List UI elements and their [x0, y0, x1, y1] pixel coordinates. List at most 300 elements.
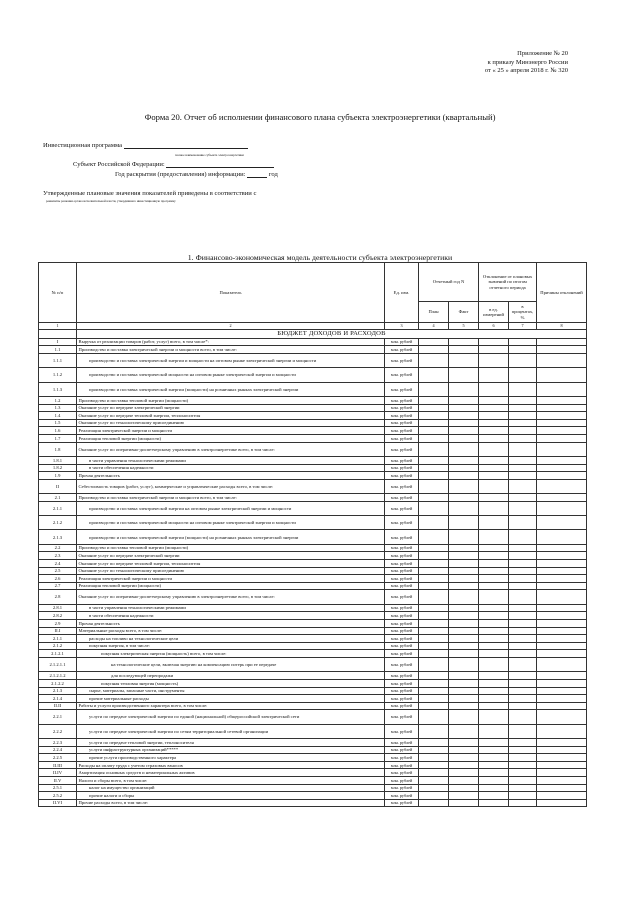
plan-cell[interactable] [419, 710, 449, 724]
pct-deviation-cell[interactable] [509, 687, 537, 695]
plan-cell[interactable] [419, 777, 449, 785]
plan-cell[interactable] [419, 479, 449, 493]
fact-cell[interactable] [449, 382, 479, 396]
row-indicator: прочие услуги производственного характера [77, 754, 385, 762]
pct-deviation-cell[interactable] [509, 516, 537, 530]
row-unit: млн. рублей [385, 769, 419, 777]
fact-cell[interactable] [449, 619, 479, 627]
row-indicator: покупная тепловая энергия (мощность) [77, 679, 385, 687]
abs-deviation-cell[interactable] [479, 754, 509, 762]
notes-cell[interactable] [537, 353, 587, 367]
notes-cell[interactable] [537, 710, 587, 724]
row-number: 2.1.1 [39, 635, 77, 643]
abs-deviation-cell[interactable] [479, 761, 509, 769]
plan-cell[interactable] [419, 627, 449, 635]
notes-cell[interactable] [537, 368, 587, 382]
fact-cell[interactable] [449, 604, 479, 612]
plan-cell[interactable] [419, 427, 449, 435]
abs-deviation-cell[interactable] [479, 710, 509, 724]
fact-cell[interactable] [449, 472, 479, 480]
plan-cell[interactable] [419, 679, 449, 687]
plan-cell[interactable] [419, 442, 449, 456]
abs-deviation-cell[interactable] [479, 590, 509, 604]
notes-cell[interactable] [537, 412, 587, 420]
pct-deviation-cell[interactable] [509, 552, 537, 560]
pct-deviation-cell[interactable] [509, 754, 537, 762]
pct-deviation-cell[interactable] [509, 650, 537, 658]
pct-deviation-cell[interactable] [509, 746, 537, 754]
fact-cell[interactable] [449, 552, 479, 560]
notes-cell[interactable] [537, 338, 587, 346]
notes-cell[interactable] [537, 575, 587, 583]
notes-cell[interactable] [537, 479, 587, 493]
plan-cell[interactable] [419, 657, 449, 671]
notes-cell[interactable] [537, 456, 587, 464]
plan-cell[interactable] [419, 687, 449, 695]
pct-deviation-cell[interactable] [509, 456, 537, 464]
pct-deviation-cell[interactable] [509, 582, 537, 590]
abs-deviation-cell[interactable] [479, 687, 509, 695]
notes-cell[interactable] [537, 635, 587, 643]
notes-cell[interactable] [537, 627, 587, 635]
abs-deviation-cell[interactable] [479, 619, 509, 627]
plan-cell[interactable] [419, 619, 449, 627]
pct-deviation-cell[interactable] [509, 419, 537, 427]
fact-cell[interactable] [449, 746, 479, 754]
pct-deviation-cell[interactable] [509, 427, 537, 435]
pct-deviation-cell[interactable] [509, 695, 537, 703]
abs-deviation-cell[interactable] [479, 346, 509, 354]
fact-cell[interactable] [449, 672, 479, 680]
pct-deviation-cell[interactable] [509, 710, 537, 724]
row-number: 2.1.2 [39, 642, 77, 650]
column-number: 7 [509, 323, 537, 330]
row-number: 2.5 [39, 567, 77, 575]
plan-cell[interactable] [419, 799, 449, 807]
notes-cell[interactable] [537, 560, 587, 568]
notes-cell[interactable] [537, 427, 587, 435]
table-row [39, 552, 587, 560]
row-unit: млн. рублей [385, 368, 419, 382]
table-row [39, 464, 587, 472]
abs-deviation-cell[interactable] [479, 799, 509, 807]
subject-underline [166, 167, 274, 168]
abs-deviation-cell[interactable] [479, 552, 509, 560]
abs-deviation-cell[interactable] [479, 650, 509, 658]
pct-deviation-cell[interactable] [509, 627, 537, 635]
fact-cell[interactable] [449, 404, 479, 412]
row-unit: млн. рублей [385, 338, 419, 346]
pct-deviation-cell[interactable] [509, 464, 537, 472]
plan-cell[interactable] [419, 560, 449, 568]
table-row [39, 516, 587, 530]
pct-deviation-cell[interactable] [509, 368, 537, 382]
abs-deviation-cell[interactable] [479, 582, 509, 590]
fact-cell[interactable] [449, 590, 479, 604]
fact-cell[interactable] [449, 702, 479, 710]
notes-cell[interactable] [537, 604, 587, 612]
notes-cell[interactable] [537, 657, 587, 671]
plan-cell[interactable] [419, 404, 449, 412]
row-number: 2.1.2.1.1 [39, 657, 77, 671]
abs-deviation-cell[interactable] [479, 472, 509, 480]
pct-deviation-cell[interactable] [509, 346, 537, 354]
pct-deviation-cell[interactable] [509, 777, 537, 785]
notes-cell[interactable] [537, 679, 587, 687]
pct-deviation-cell[interactable] [509, 769, 537, 777]
abs-deviation-cell[interactable] [479, 494, 509, 502]
abs-deviation-cell[interactable] [479, 642, 509, 650]
fact-cell[interactable] [449, 396, 479, 404]
plan-cell[interactable] [419, 412, 449, 420]
fact-cell[interactable] [449, 494, 479, 502]
abs-deviation-cell[interactable] [479, 464, 509, 472]
plan-cell[interactable] [419, 672, 449, 680]
pct-deviation-cell[interactable] [509, 575, 537, 583]
pct-deviation-cell[interactable] [509, 642, 537, 650]
notes-cell[interactable] [537, 442, 587, 456]
notes-cell[interactable] [537, 346, 587, 354]
pct-deviation-cell[interactable] [509, 560, 537, 568]
row-unit: млн. рублей [385, 657, 419, 671]
notes-cell[interactable] [537, 494, 587, 502]
pct-deviation-cell[interactable] [509, 404, 537, 412]
plan-cell[interactable] [419, 702, 449, 710]
pct-deviation-cell[interactable] [509, 472, 537, 480]
abs-deviation-cell[interactable] [479, 777, 509, 785]
pct-deviation-cell[interactable] [509, 612, 537, 620]
fact-cell[interactable] [449, 353, 479, 367]
abs-deviation-cell[interactable] [479, 567, 509, 575]
plan-cell[interactable] [419, 382, 449, 396]
notes-cell[interactable] [537, 769, 587, 777]
abs-deviation-cell[interactable] [479, 382, 509, 396]
fact-cell[interactable] [449, 679, 479, 687]
notes-cell[interactable] [537, 777, 587, 785]
row-indicator: производство и поставка электрической энергии (мощности) на розничных рынках электрической энергии [77, 382, 385, 396]
abs-deviation-cell[interactable] [479, 404, 509, 412]
abs-deviation-cell[interactable] [479, 368, 509, 382]
table-row [39, 427, 587, 435]
plan-cell[interactable] [419, 612, 449, 620]
notes-cell[interactable] [537, 754, 587, 762]
row-number: 2.2.2 [39, 724, 77, 738]
notes-cell[interactable] [537, 582, 587, 590]
plan-cell[interactable] [419, 769, 449, 777]
table-row [39, 456, 587, 464]
abs-deviation-cell[interactable] [479, 635, 509, 643]
abs-deviation-cell[interactable] [479, 544, 509, 552]
plan-cell[interactable] [419, 516, 449, 530]
notes-cell[interactable] [537, 590, 587, 604]
row-indicator: Оказание услуг по передаче электрической энергии [77, 552, 385, 560]
abs-deviation-cell[interactable] [479, 396, 509, 404]
plan-cell[interactable] [419, 604, 449, 612]
notes-cell[interactable] [537, 784, 587, 792]
row-indicator: в части обеспечения надежности [77, 612, 385, 620]
abs-deviation-cell[interactable] [479, 338, 509, 346]
fact-cell[interactable] [449, 456, 479, 464]
plan-cell[interactable] [419, 746, 449, 754]
row-number: II.II [39, 702, 77, 710]
notes-cell[interactable] [537, 642, 587, 650]
pct-deviation-cell[interactable] [509, 799, 537, 807]
row-indicator: Производство и поставка электрической энергии и мощности всего, в том числе: [77, 346, 385, 354]
fact-cell[interactable] [449, 567, 479, 575]
plan-cell[interactable] [419, 724, 449, 738]
header-indicator: Показатель [77, 263, 385, 323]
pct-deviation-cell[interactable] [509, 442, 537, 456]
plan-cell[interactable] [419, 635, 449, 643]
pct-deviation-cell[interactable] [509, 679, 537, 687]
pct-deviation-cell[interactable] [509, 702, 537, 710]
row-indicator: прочие налоги и сборы [77, 792, 385, 800]
header-deviation: Отклонение от плановых значений по итогам отчетного периода [479, 263, 537, 302]
plan-cell[interactable] [419, 761, 449, 769]
abs-deviation-cell[interactable] [479, 612, 509, 620]
plan-cell[interactable] [419, 338, 449, 346]
plan-cell[interactable] [419, 567, 449, 575]
fact-cell[interactable] [449, 412, 479, 420]
pct-deviation-cell[interactable] [509, 494, 537, 502]
pct-deviation-cell[interactable] [509, 544, 537, 552]
fact-cell[interactable] [449, 695, 479, 703]
notes-cell[interactable] [537, 724, 587, 738]
notes-cell[interactable] [537, 516, 587, 530]
plan-cell[interactable] [419, 494, 449, 502]
pct-deviation-cell[interactable] [509, 792, 537, 800]
plan-cell[interactable] [419, 353, 449, 367]
abs-deviation-cell[interactable] [479, 604, 509, 612]
header-notes: Причины отклонений [537, 263, 587, 323]
fact-cell[interactable] [449, 739, 479, 747]
fact-cell[interactable] [449, 434, 479, 442]
fact-cell[interactable] [449, 635, 479, 643]
abs-deviation-cell[interactable] [479, 412, 509, 420]
pct-deviation-cell[interactable] [509, 396, 537, 404]
fact-cell[interactable] [449, 799, 479, 807]
notes-cell[interactable] [537, 739, 587, 747]
fact-cell[interactable] [449, 530, 479, 544]
notes-cell[interactable] [537, 434, 587, 442]
pct-deviation-cell[interactable] [509, 353, 537, 367]
row-number: 2.9 [39, 619, 77, 627]
row-unit: млн. рублей [385, 434, 419, 442]
notes-cell[interactable] [537, 567, 587, 575]
plan-cell[interactable] [419, 472, 449, 480]
plan-cell[interactable] [419, 419, 449, 427]
fact-cell[interactable] [449, 627, 479, 635]
fact-cell[interactable] [449, 687, 479, 695]
notes-cell[interactable] [537, 472, 587, 480]
pct-deviation-cell[interactable] [509, 412, 537, 420]
fact-cell[interactable] [449, 612, 479, 620]
fact-cell[interactable] [449, 516, 479, 530]
row-unit: млн. рублей [385, 516, 419, 530]
pct-deviation-cell[interactable] [509, 784, 537, 792]
fact-cell[interactable] [449, 769, 479, 777]
fact-cell[interactable] [449, 368, 479, 382]
fact-cell[interactable] [449, 479, 479, 493]
fact-cell[interactable] [449, 792, 479, 800]
abs-deviation-cell[interactable] [479, 769, 509, 777]
notes-cell[interactable] [537, 552, 587, 560]
fact-cell[interactable] [449, 419, 479, 427]
row-indicator: Оказание услуг по оперативно-диспетчерскому управлению в электроэнергетике всего, в том числе: [77, 590, 385, 604]
fact-cell[interactable] [449, 427, 479, 435]
notes-cell[interactable] [537, 761, 587, 769]
row-indicator: Прочая деятельность [77, 472, 385, 480]
table-row [39, 479, 587, 493]
notes-cell[interactable] [537, 382, 587, 396]
notes-cell[interactable] [537, 464, 587, 472]
abs-deviation-cell[interactable] [479, 456, 509, 464]
notes-cell[interactable] [537, 687, 587, 695]
pct-deviation-cell[interactable] [509, 567, 537, 575]
abs-deviation-cell[interactable] [479, 419, 509, 427]
notes-cell[interactable] [537, 799, 587, 807]
fact-cell[interactable] [449, 575, 479, 583]
abs-deviation-cell[interactable] [479, 739, 509, 747]
abs-deviation-cell[interactable] [479, 427, 509, 435]
notes-cell[interactable] [537, 501, 587, 515]
abs-deviation-cell[interactable] [479, 560, 509, 568]
table-row [39, 353, 587, 367]
pct-deviation-cell[interactable] [509, 672, 537, 680]
fact-cell[interactable] [449, 724, 479, 738]
fact-cell[interactable] [449, 784, 479, 792]
fact-cell[interactable] [449, 761, 479, 769]
pct-deviation-cell[interactable] [509, 761, 537, 769]
notes-cell[interactable] [537, 419, 587, 427]
row-number: 1.1.2 [39, 368, 77, 382]
row-indicator: Производство и поставка тепловой энергии (мощности) [77, 396, 385, 404]
plan-cell[interactable] [419, 464, 449, 472]
plan-cell[interactable] [419, 501, 449, 515]
abs-deviation-cell[interactable] [479, 479, 509, 493]
fact-cell[interactable] [449, 650, 479, 658]
notes-cell[interactable] [537, 746, 587, 754]
plan-cell[interactable] [419, 346, 449, 354]
plan-cell[interactable] [419, 792, 449, 800]
notes-cell[interactable] [537, 672, 587, 680]
pct-deviation-cell[interactable] [509, 382, 537, 396]
header-unit: Ед. изм. [385, 263, 419, 323]
plan-cell[interactable] [419, 552, 449, 560]
abs-deviation-cell[interactable] [479, 679, 509, 687]
plan-cell[interactable] [419, 739, 449, 747]
row-unit: млн. рублей [385, 427, 419, 435]
abs-deviation-cell[interactable] [479, 627, 509, 635]
notes-cell[interactable] [537, 792, 587, 800]
fact-cell[interactable] [449, 642, 479, 650]
pct-deviation-cell[interactable] [509, 479, 537, 493]
abs-deviation-cell[interactable] [479, 501, 509, 515]
row-indicator: Прочие расходы всего, в том числе: [77, 799, 385, 807]
fact-cell[interactable] [449, 442, 479, 456]
plan-cell[interactable] [419, 754, 449, 762]
approved-field [43, 190, 256, 197]
pct-deviation-cell[interactable] [509, 635, 537, 643]
row-unit: млн. рублей [385, 642, 419, 650]
abs-deviation-cell[interactable] [479, 695, 509, 703]
notes-cell[interactable] [537, 695, 587, 703]
notes-cell[interactable] [537, 544, 587, 552]
plan-cell[interactable] [419, 784, 449, 792]
fact-cell[interactable] [449, 657, 479, 671]
notes-cell[interactable] [537, 530, 587, 544]
fact-cell[interactable] [449, 777, 479, 785]
pct-deviation-cell[interactable] [509, 530, 537, 544]
plan-cell[interactable] [419, 582, 449, 590]
abs-deviation-cell[interactable] [479, 516, 509, 530]
pct-deviation-cell[interactable] [509, 590, 537, 604]
fact-cell[interactable] [449, 754, 479, 762]
abs-deviation-cell[interactable] [479, 702, 509, 710]
notes-cell[interactable] [537, 619, 587, 627]
plan-cell[interactable] [419, 575, 449, 583]
plan-cell[interactable] [419, 396, 449, 404]
plan-cell[interactable] [419, 590, 449, 604]
notes-cell[interactable] [537, 612, 587, 620]
fact-cell[interactable] [449, 501, 479, 515]
abs-deviation-cell[interactable] [479, 657, 509, 671]
plan-cell[interactable] [419, 695, 449, 703]
abs-deviation-cell[interactable] [479, 530, 509, 544]
table-row [39, 412, 587, 420]
table-row [39, 567, 587, 575]
plan-cell[interactable] [419, 368, 449, 382]
pct-deviation-cell[interactable] [509, 338, 537, 346]
abs-deviation-cell[interactable] [479, 746, 509, 754]
abs-deviation-cell[interactable] [479, 792, 509, 800]
pct-deviation-cell[interactable] [509, 619, 537, 627]
abs-deviation-cell[interactable] [479, 434, 509, 442]
abs-deviation-cell[interactable] [479, 672, 509, 680]
fact-cell[interactable] [449, 544, 479, 552]
row-indicator: для последующей перепродажи [77, 672, 385, 680]
fact-cell[interactable] [449, 582, 479, 590]
fact-cell[interactable] [449, 346, 479, 354]
plan-cell[interactable] [419, 544, 449, 552]
notes-cell[interactable] [537, 396, 587, 404]
plan-cell[interactable] [419, 650, 449, 658]
abs-deviation-cell[interactable] [479, 442, 509, 456]
pct-deviation-cell[interactable] [509, 739, 537, 747]
fact-cell[interactable] [449, 710, 479, 724]
pct-deviation-cell[interactable] [509, 657, 537, 671]
plan-cell[interactable] [419, 456, 449, 464]
abs-deviation-cell[interactable] [479, 724, 509, 738]
notes-cell[interactable] [537, 702, 587, 710]
pct-deviation-cell[interactable] [509, 434, 537, 442]
abs-deviation-cell[interactable] [479, 575, 509, 583]
fact-cell[interactable] [449, 560, 479, 568]
pct-deviation-cell[interactable] [509, 501, 537, 515]
row-unit: млн. рублей [385, 687, 419, 695]
plan-cell[interactable] [419, 642, 449, 650]
notes-cell[interactable] [537, 650, 587, 658]
notes-cell[interactable] [537, 404, 587, 412]
fact-cell[interactable] [449, 464, 479, 472]
pct-deviation-cell[interactable] [509, 604, 537, 612]
abs-deviation-cell[interactable] [479, 353, 509, 367]
plan-cell[interactable] [419, 434, 449, 442]
pct-deviation-cell[interactable] [509, 724, 537, 738]
plan-cell[interactable] [419, 530, 449, 544]
fact-cell[interactable] [449, 338, 479, 346]
abs-deviation-cell[interactable] [479, 784, 509, 792]
